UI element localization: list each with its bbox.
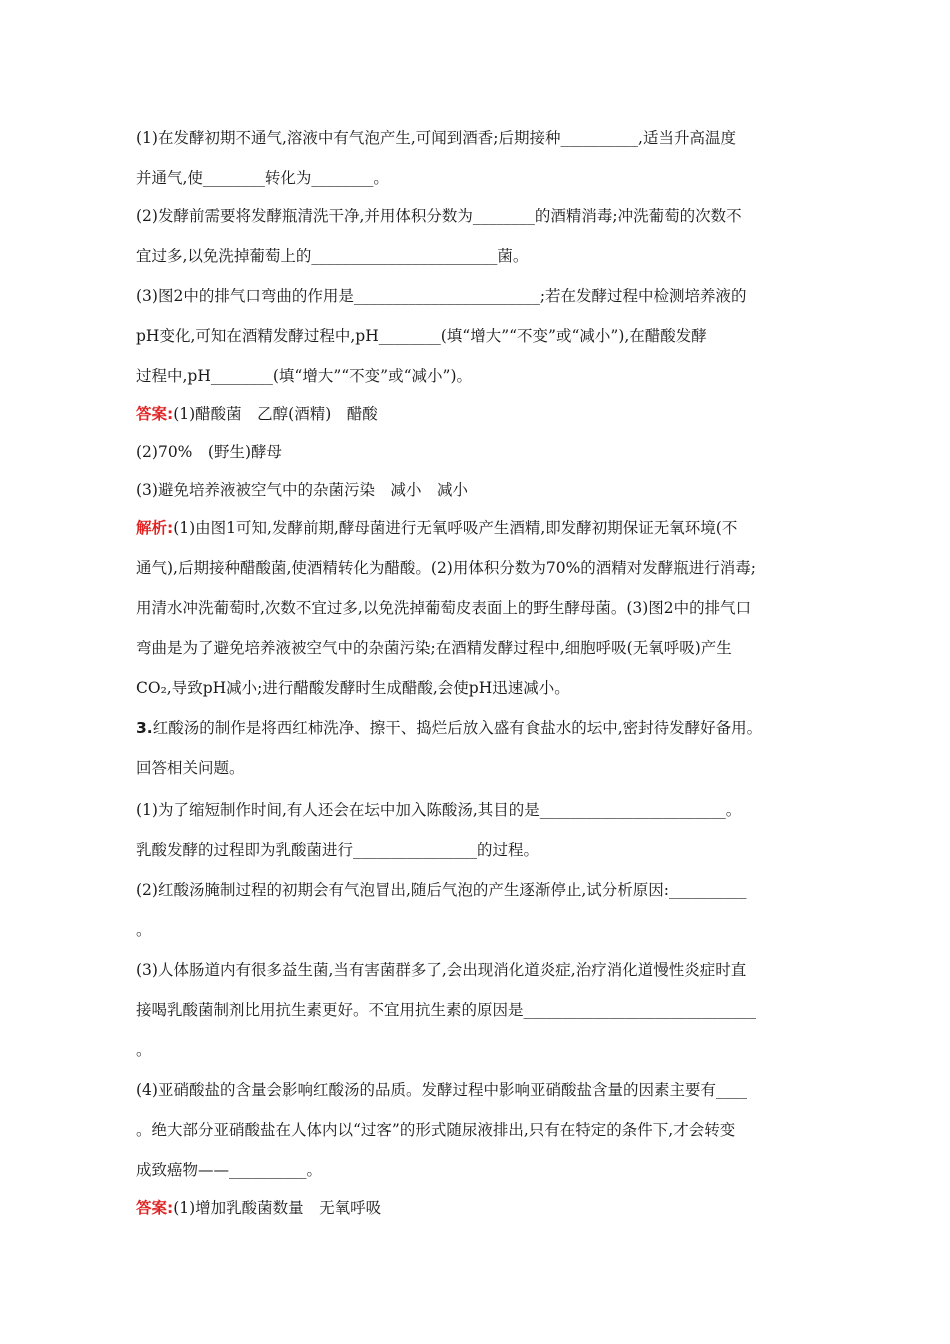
- q3-answer-line: [136, 1197, 816, 1219]
- q2-line: 过程中,pH________(填“增大”“不变”或“减小”)。: [136, 367, 473, 385]
- analysis-label: 解析:: [136, 519, 174, 537]
- q2-line: 宜过多,以免洗掉葡萄上的________________________菌。: [136, 247, 529, 265]
- q3-line: 回答相关问题。: [136, 759, 245, 777]
- q3-line: [136, 717, 816, 739]
- q2-analysis-line: 通气),后期接种醋酸菌,使酒精转化为醋酸。(2)用体积分数为70%的酒精对发酵瓶进行消毒;: [136, 559, 757, 577]
- answer-label: 答案:: [136, 405, 174, 423]
- answer-text: (1)醋酸菌 乙醇(酒精) 醋酸: [173, 405, 378, 423]
- q2-line: pH变化,可知在酒精发酵过程中,pH________(填“增大”“不变”或“减小”),在醋酸发酵: [136, 327, 707, 345]
- q2-answer-line: [136, 403, 816, 425]
- analysis-text: (1)由图1可知,发酵前期,酵母菌进行无氧呼吸产生酒精,即发酵初期保证无氧环境(不: [173, 519, 738, 537]
- q3-line: (4)亚硝酸盐的含量会影响红酸汤的品质。发酵过程中影响亚硝酸盐含量的因素主要有____: [136, 1081, 747, 1099]
- q3-line: 成致癌物——__________。: [136, 1161, 323, 1179]
- q2-answer-line: (2)70% (野生)酵母: [136, 443, 283, 461]
- q2-analysis-line: 弯曲是为了避免培养液被空气中的杂菌污染;在酒精发酵过程中,细胞呼吸(无氧呼吸)产生: [136, 639, 732, 657]
- question-number: 3.: [136, 719, 153, 737]
- q2-line: (3)图2中的排气口弯曲的作用是________________________;若在发酵过程中检测培养液的: [136, 287, 747, 305]
- q2-analysis-line: 用清水冲洗葡萄时,次数不宜过多,以免洗掉葡萄皮表面上的野生酵母菌。(3)图2中的排气口: [136, 599, 752, 617]
- answer-label: 答案:: [136, 1199, 174, 1217]
- q2-line: (1)在发酵初期不通气,溶液中有气泡产生,可闻到酒香;后期接种__________,适当升高温度: [136, 129, 736, 147]
- q3-line: 。: [136, 921, 152, 939]
- q3-line: (2)红酸汤腌制过程的初期会有气泡冒出,随后气泡的产生逐渐停止,试分析原因:__________: [136, 881, 747, 899]
- q3-line: 接喝乳酸菌制剂比用抗生素更好。不宜用抗生素的原因是______________________________: [136, 1001, 757, 1019]
- q3-line: 乳酸发酵的过程即为乳酸菌进行________________的过程。: [136, 841, 540, 859]
- q3-line: (3)人体肠道内有很多益生菌,当有害菌群多了,会出现消化道炎症,治疗消化道慢性炎症时直: [136, 961, 747, 979]
- q3-line: 。绝大部分亚硝酸盐在人体内以“过客”的形式随尿液排出,只有在特定的条件下,才会转变: [136, 1121, 736, 1139]
- q3-text: 红酸汤的制作是将西红柿洗净、擦干、捣烂后放入盛有食盐水的坛中,密封待发酵好备用。: [152, 719, 763, 737]
- answer-text: (1)增加乳酸菌数量 无氧呼吸: [173, 1199, 382, 1217]
- q2-answer-line: (3)避免培养液被空气中的杂菌污染 减小 减小: [136, 481, 468, 499]
- q3-line: 。: [136, 1041, 152, 1059]
- q2-line: (2)发酵前需要将发酵瓶清洗干净,并用体积分数为________的酒精消毒;冲洗葡萄的次数不: [136, 207, 742, 225]
- q2-analysis-line: CO₂,导致pH减小;进行醋酸发酵时生成醋酸,会使pH迅速减小。: [136, 679, 570, 697]
- q2-analysis-line: [136, 517, 816, 539]
- q3-line: (1)为了缩短制作时间,有人还会在坛中加入陈酸汤,其目的是________________________。: [136, 801, 742, 819]
- q2-line: 并通气,使________转化为________。: [136, 169, 389, 187]
